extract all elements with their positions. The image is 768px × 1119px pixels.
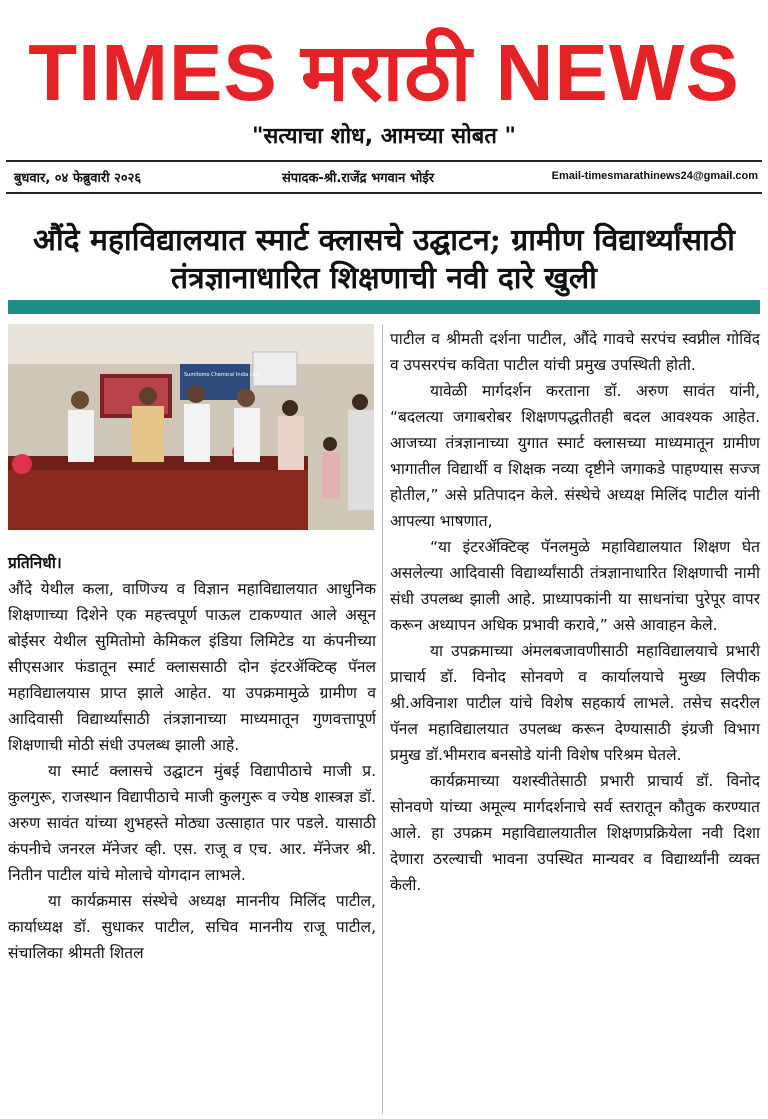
paragraph: पाटील व श्रीमती दर्शना पाटील, औंदे गावचे सरपंच स्वप्नील गोविंद व उपसरपंच कविता पाटील यांची प्रमुख उपस्थिती होती. bbox=[390, 330, 760, 374]
masthead bbox=[0, 0, 768, 117]
photo-banner-text: Sumitomo Chemical India Ltd. bbox=[184, 372, 260, 378]
article-right-column bbox=[390, 326, 760, 898]
event-photo bbox=[8, 324, 374, 530]
article-left-column bbox=[8, 550, 376, 966]
paragraph: या उपक्रमाच्या अंमलबजावणीसाठी महाविद्यालयाचे प्रभारी प्राचार्य डॉ. विनोद सोनवणे व कार्यालयाचे मुख्य लिपीक श्री.अविनाश पाटील यांचे विशेष सहकार्य लाभले. तसेच सदरील पॅनल महाविद्यालयात उपलब्ध करून देण्यासाठी इंग्रजी विभाग प्रमुख डॉ.भीमराव बनसोडे यांनी विशेष परिश्रम घेतले. bbox=[390, 642, 760, 764]
paragraph: औंदे येथील कला, वाणिज्य व विज्ञान महाविद्यालयात आधुनिक शिक्षणाच्या दिशेने एक महत्त्वपूर्ण पाऊल टाकण्यात आले असून बोईसर येथील सुमितोमो केमिकल इंडिया लिमिटेड या कंपनीच्या सीएसआर फंडातून स्मार्ट क्लाससाठी दोन इंटरॲक्टिव्ह पॅनल महाविद्यालयास प्राप्त झाले आहेत. या उपक्रमामुळे ग्रामीण व आदिवासी विद्यार्थ्यांसाठी तंत्रज्ञानाच्या माध्यमातून गुणवत्तापूर्ण शिक्षणाची मोठी संधी उपलब्ध झाली आहे. bbox=[8, 580, 376, 754]
paragraph: यावेळी मार्गदर्शन करताना डॉ. अरुण सावंत यांनी, “बदलत्या जगाबरोबर शिक्षणपद्धतीतही बदल आवश्यक आहेत. आजच्या तंत्रज्ञानाच्या युगात स्मार्ट क्लासच्या माध्यमातून ग्रामीण भागातील विद्यार्थी व शिक्षक नव्या दृष्टीने जगाकडे पाहण्यास सज्ज होतील,” असे प्रतिपादन केले. संस्थेचे अध्यक्ष मिलिंद पाटील यांनी आपल्या भाषणात, bbox=[390, 382, 760, 530]
top-rule bbox=[6, 160, 762, 162]
paragraph: या कार्यक्रमास संस्थेचे अध्यक्ष माननीय मिलिंद पाटील, कार्याध्यक्ष डॉ. सुधाकर पाटील, सचिव माननीय राजू पाटील, संचालिका श्रीमती शितल bbox=[8, 892, 376, 962]
bottom-rule bbox=[6, 192, 762, 194]
newspaper-title: TIMES मराठी NEWS bbox=[28, 28, 740, 117]
column-divider bbox=[382, 324, 383, 1114]
headline-underline-bar bbox=[8, 300, 760, 314]
tagline: "सत्याचा शोध, आमच्या सोबत " bbox=[252, 124, 516, 149]
paragraph: कार्यक्रमाच्या यशस्वीतेसाठी प्रभारी प्राचार्य डॉ. विनोद सोनवणे यांच्या अमूल्य मार्गदर्शनाचे सर्व स्तरातून कौतुक करण्यात आले. हा उपक्रम महाविद्यालयातील शिक्षणप्रक्रियेला नवी दिशा देणारा ठरल्याची भावना उपस्थित मान्यवर व विद्यार्थ्यांनी व्यक्त केली. bbox=[390, 772, 760, 894]
info-bar bbox=[10, 166, 758, 188]
issue-date: बुधवार, ०४ फेब्रुवारी २०२६ bbox=[14, 171, 142, 186]
editor-name: संपादक-श्री.राजेंद्र भगवान भोईर bbox=[282, 171, 435, 186]
byline: प्रतिनिधी। bbox=[8, 554, 62, 572]
quote-paragraph: “या इंटरॲक्टिव्ह पॅनलमुळे महाविद्यालयात शिक्षण घेत असलेल्या आदिवासी विद्यार्थ्यांसाठी तंत्रज्ञानाधारित शिक्षणाची नामी संधी उपलब्ध झाली आहे. प्राध्यापकांनी या साधनांचा पुरेपूर वापर करून अध्यापन अधिक प्रभावी करावे,” असे आवाहन केले. bbox=[390, 538, 760, 634]
contact-email: Email-timesmarathinews24@gmail.com bbox=[551, 170, 758, 182]
headline: औंदे महाविद्यालयात स्मार्ट क्लासचे उद्घाटन; ग्रामीण विद्यार्थ्यांसाठी तंत्रज्ञानाधारित शिक्षणाची नवी दारे खुली bbox=[33, 223, 735, 296]
paragraph: या स्मार्ट क्लासचे उद्घाटन मुंबई विद्यापीठाचे माजी प्र. कुलगुरू, राजस्थान विद्यापीठाचे माजी कुलगुरू व ज्येष्ठ शास्त्रज्ञ डॉ. अरुण सावंत यांच्या शुभहस्ते मोठ्या उत्साहात पार पडले. यासाठी कंपनीचे जनरल मॅनेजर व्ही. एस. राजू व एच. आर. मॅनेजर श्री. नितीन पाटील यांचे मोलाचे योगदान लाभले. bbox=[8, 762, 376, 884]
